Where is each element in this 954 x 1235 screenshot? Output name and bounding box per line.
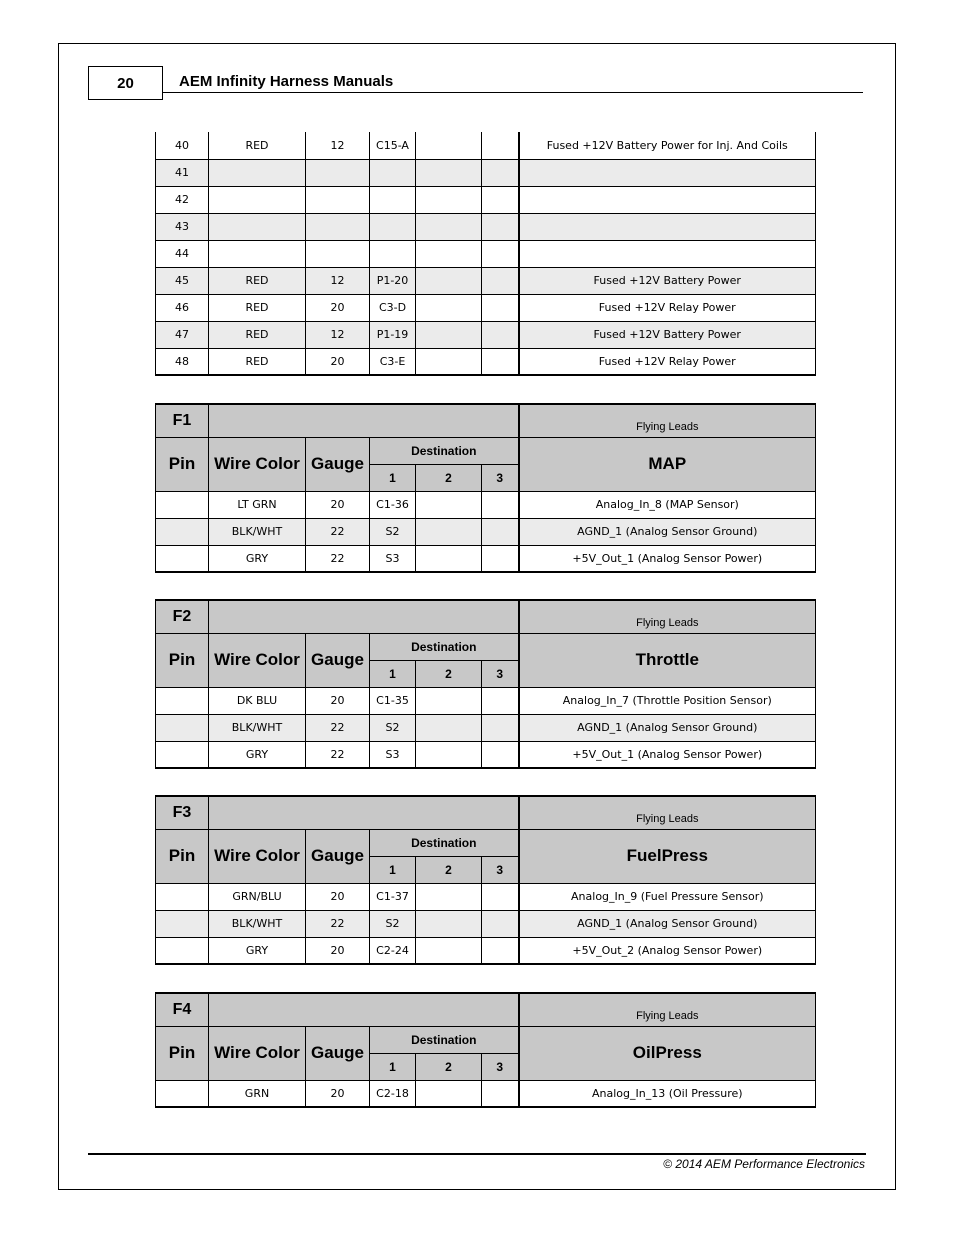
destination-1-cell: C1-37 bbox=[370, 883, 416, 910]
pin-cell bbox=[156, 518, 209, 545]
gauge-cell: 20 bbox=[306, 491, 370, 518]
destination-2-cell bbox=[416, 910, 482, 937]
destination-2-header: 2 bbox=[416, 464, 482, 491]
destination-3-cell bbox=[482, 294, 519, 321]
destination-3-cell bbox=[482, 267, 519, 294]
destination-3-header: 3 bbox=[482, 1053, 519, 1080]
description-cell: +5V_Out_1 (Analog Sensor Power) bbox=[519, 545, 816, 572]
footer-rule bbox=[88, 1153, 866, 1155]
pin-cell: 46 bbox=[156, 294, 209, 321]
destination-1-cell: S2 bbox=[370, 910, 416, 937]
wire-color-cell: RED bbox=[209, 348, 306, 375]
destination-1-cell: S2 bbox=[370, 714, 416, 741]
destination-2-cell bbox=[416, 518, 482, 545]
destination-2-cell bbox=[416, 186, 482, 213]
destination-2-cell bbox=[416, 267, 482, 294]
table-row bbox=[156, 883, 816, 910]
table-row bbox=[156, 321, 816, 348]
wire-color-cell: GRY bbox=[209, 937, 306, 964]
connector-name: Throttle bbox=[519, 633, 816, 687]
description-cell: +5V_Out_1 (Analog Sensor Power) bbox=[519, 741, 816, 768]
table-row bbox=[156, 267, 816, 294]
pin-cell: 44 bbox=[156, 240, 209, 267]
wire-color-cell: GRY bbox=[209, 545, 306, 572]
destination-2-header: 2 bbox=[416, 660, 482, 687]
wire-color-cell: GRN/BLU bbox=[209, 883, 306, 910]
gauge-header: Gauge bbox=[306, 829, 370, 883]
destination-1-cell: C1-36 bbox=[370, 491, 416, 518]
wire-color-cell bbox=[209, 186, 306, 213]
connector-type: Flying Leads bbox=[519, 600, 816, 633]
destination-1-header: 1 bbox=[370, 660, 416, 687]
connector-tag: F2 bbox=[156, 600, 209, 633]
wire-color-cell bbox=[209, 240, 306, 267]
description-cell: +5V_Out_2 (Analog Sensor Power) bbox=[519, 937, 816, 964]
destination-1-header: 1 bbox=[370, 464, 416, 491]
pin-header: Pin bbox=[156, 829, 209, 883]
destination-3-cell bbox=[482, 1080, 519, 1107]
wire-color-header: Wire Color bbox=[209, 633, 306, 687]
pin-cell: 45 bbox=[156, 267, 209, 294]
table-row bbox=[156, 159, 816, 186]
wire-color-cell: GRY bbox=[209, 741, 306, 768]
description-cell: Fused +12V Battery Power bbox=[519, 267, 816, 294]
gauge-cell: 22 bbox=[306, 741, 370, 768]
wire-color-cell: RED bbox=[209, 294, 306, 321]
description-cell bbox=[519, 159, 816, 186]
destination-3-cell bbox=[482, 132, 519, 159]
destination-3-cell bbox=[482, 348, 519, 375]
description-cell: Fused +12V Battery Power bbox=[519, 321, 816, 348]
wire-color-cell bbox=[209, 213, 306, 240]
wire-color-cell: LT GRN bbox=[209, 491, 306, 518]
description-cell: Analog_In_13 (Oil Pressure) bbox=[519, 1080, 816, 1107]
destination-3-cell bbox=[482, 491, 519, 518]
destination-3-cell bbox=[482, 159, 519, 186]
destination-2-cell bbox=[416, 132, 482, 159]
destination-2-cell bbox=[416, 937, 482, 964]
destination-3-cell bbox=[482, 321, 519, 348]
connector-type: Flying Leads bbox=[519, 993, 816, 1026]
gauge-cell: 22 bbox=[306, 545, 370, 572]
destination-3-cell bbox=[482, 883, 519, 910]
destination-3-cell bbox=[482, 741, 519, 768]
wire-color-cell: RED bbox=[209, 321, 306, 348]
gauge-cell: 20 bbox=[306, 1080, 370, 1107]
table-row bbox=[156, 491, 816, 518]
destination-header: Destination bbox=[370, 829, 519, 856]
wire-color-cell: DK BLU bbox=[209, 687, 306, 714]
table-row bbox=[156, 294, 816, 321]
destination-1-cell: P1-19 bbox=[370, 321, 416, 348]
pin-cell: 41 bbox=[156, 159, 209, 186]
gauge-cell bbox=[306, 213, 370, 240]
destination-1-cell bbox=[370, 213, 416, 240]
wire-color-header: Wire Color bbox=[209, 1026, 306, 1080]
table-row bbox=[156, 213, 816, 240]
table-row bbox=[156, 545, 816, 572]
table-row bbox=[156, 687, 816, 714]
connector-title-row bbox=[156, 796, 816, 829]
connector-table-f3 bbox=[155, 795, 816, 965]
destination-1-cell: P1-20 bbox=[370, 267, 416, 294]
destination-3-header: 3 bbox=[482, 464, 519, 491]
gauge-header: Gauge bbox=[306, 633, 370, 687]
table-row bbox=[156, 937, 816, 964]
destination-3-cell bbox=[482, 213, 519, 240]
gauge-cell bbox=[306, 159, 370, 186]
destination-3-cell bbox=[482, 910, 519, 937]
connector-title-row bbox=[156, 993, 816, 1026]
table-row bbox=[156, 741, 816, 768]
wire-color-cell: RED bbox=[209, 132, 306, 159]
connector-title-row bbox=[156, 404, 816, 437]
connector-name: FuelPress bbox=[519, 829, 816, 883]
table-row bbox=[156, 132, 816, 159]
destination-2-cell bbox=[416, 1080, 482, 1107]
destination-1-header: 1 bbox=[370, 856, 416, 883]
destination-1-cell bbox=[370, 186, 416, 213]
continued-pin-table bbox=[155, 132, 816, 376]
destination-3-cell bbox=[482, 937, 519, 964]
pin-cell: 48 bbox=[156, 348, 209, 375]
destination-3-header: 3 bbox=[482, 856, 519, 883]
gauge-cell: 20 bbox=[306, 937, 370, 964]
pin-header: Pin bbox=[156, 437, 209, 491]
gauge-cell: 22 bbox=[306, 518, 370, 545]
pin-cell bbox=[156, 491, 209, 518]
connector-tag: F4 bbox=[156, 993, 209, 1026]
wire-color-cell: RED bbox=[209, 267, 306, 294]
header-filler bbox=[209, 993, 519, 1026]
destination-3-cell bbox=[482, 518, 519, 545]
description-cell: AGND_1 (Analog Sensor Ground) bbox=[519, 714, 816, 741]
table-row bbox=[156, 518, 816, 545]
column-header-row bbox=[156, 1026, 816, 1053]
description-cell: AGND_1 (Analog Sensor Ground) bbox=[519, 910, 816, 937]
destination-2-cell bbox=[416, 714, 482, 741]
destination-2-cell bbox=[416, 687, 482, 714]
destination-2-header: 2 bbox=[416, 1053, 482, 1080]
gauge-cell bbox=[306, 186, 370, 213]
column-header-row bbox=[156, 437, 816, 464]
destination-2-cell bbox=[416, 545, 482, 572]
destination-3-cell bbox=[482, 545, 519, 572]
destination-3-cell bbox=[482, 186, 519, 213]
gauge-cell: 12 bbox=[306, 267, 370, 294]
pin-header: Pin bbox=[156, 633, 209, 687]
destination-1-cell: S2 bbox=[370, 518, 416, 545]
copyright: © 2014 AEM Performance Electronics bbox=[663, 1157, 865, 1171]
table-row bbox=[156, 910, 816, 937]
destination-3-cell bbox=[482, 714, 519, 741]
destination-3-cell bbox=[482, 240, 519, 267]
description-cell: Fused +12V Relay Power bbox=[519, 348, 816, 375]
connector-tag: F1 bbox=[156, 404, 209, 437]
connector-table-f4 bbox=[155, 992, 816, 1108]
gauge-cell: 20 bbox=[306, 348, 370, 375]
connector-name: OilPress bbox=[519, 1026, 816, 1080]
destination-1-cell: C2-18 bbox=[370, 1080, 416, 1107]
description-cell bbox=[519, 186, 816, 213]
document-title: AEM Infinity Harness Manuals bbox=[179, 73, 394, 90]
destination-1-cell: S3 bbox=[370, 545, 416, 572]
description-cell: Fused +12V Battery Power for Inj. And Coils bbox=[519, 132, 816, 159]
wire-color-header: Wire Color bbox=[209, 829, 306, 883]
pin-cell: 47 bbox=[156, 321, 209, 348]
page-number: 20 bbox=[88, 66, 163, 100]
gauge-cell: 20 bbox=[306, 687, 370, 714]
wire-color-cell: BLK/WHT bbox=[209, 910, 306, 937]
wire-color-cell: BLK/WHT bbox=[209, 518, 306, 545]
connector-name: MAP bbox=[519, 437, 816, 491]
gauge-cell bbox=[306, 240, 370, 267]
description-cell bbox=[519, 240, 816, 267]
gauge-header: Gauge bbox=[306, 1026, 370, 1080]
destination-3-cell bbox=[482, 687, 519, 714]
destination-1-cell: C1-35 bbox=[370, 687, 416, 714]
table-row bbox=[156, 1080, 816, 1107]
destination-2-cell bbox=[416, 741, 482, 768]
table-row bbox=[156, 240, 816, 267]
destination-2-header: 2 bbox=[416, 856, 482, 883]
description-cell: AGND_1 (Analog Sensor Ground) bbox=[519, 518, 816, 545]
wire-color-header: Wire Color bbox=[209, 437, 306, 491]
destination-1-cell: C3-D bbox=[370, 294, 416, 321]
header-filler bbox=[209, 404, 519, 437]
wire-color-cell: BLK/WHT bbox=[209, 714, 306, 741]
destination-2-cell bbox=[416, 321, 482, 348]
destination-header: Destination bbox=[370, 437, 519, 464]
pin-cell: 43 bbox=[156, 213, 209, 240]
description-cell: Analog_In_7 (Throttle Position Sensor) bbox=[519, 687, 816, 714]
pin-cell bbox=[156, 883, 209, 910]
destination-1-cell: C3-E bbox=[370, 348, 416, 375]
destination-2-cell bbox=[416, 491, 482, 518]
pin-cell bbox=[156, 1080, 209, 1107]
gauge-cell: 12 bbox=[306, 132, 370, 159]
column-header-row bbox=[156, 829, 816, 856]
destination-1-cell bbox=[370, 240, 416, 267]
destination-2-cell bbox=[416, 213, 482, 240]
destination-1-header: 1 bbox=[370, 1053, 416, 1080]
header-filler bbox=[209, 600, 519, 633]
pin-cell bbox=[156, 714, 209, 741]
connector-table-f2 bbox=[155, 599, 816, 769]
connector-table-f1 bbox=[155, 403, 816, 573]
table-row bbox=[156, 714, 816, 741]
pin-cell bbox=[156, 937, 209, 964]
destination-2-cell bbox=[416, 159, 482, 186]
destination-1-cell: S3 bbox=[370, 741, 416, 768]
pin-cell bbox=[156, 910, 209, 937]
gauge-header: Gauge bbox=[306, 437, 370, 491]
gauge-cell: 20 bbox=[306, 883, 370, 910]
destination-2-cell bbox=[416, 294, 482, 321]
destination-2-cell bbox=[416, 348, 482, 375]
table-row bbox=[156, 186, 816, 213]
pin-cell bbox=[156, 687, 209, 714]
column-header-row bbox=[156, 633, 816, 660]
description-cell: Analog_In_9 (Fuel Pressure Sensor) bbox=[519, 883, 816, 910]
destination-header: Destination bbox=[370, 633, 519, 660]
destination-1-cell bbox=[370, 159, 416, 186]
table-row bbox=[156, 348, 816, 375]
pin-cell: 40 bbox=[156, 132, 209, 159]
connector-title-row bbox=[156, 600, 816, 633]
wire-color-cell bbox=[209, 159, 306, 186]
destination-2-cell bbox=[416, 240, 482, 267]
pin-cell bbox=[156, 741, 209, 768]
pin-cell: 42 bbox=[156, 186, 209, 213]
destination-2-cell bbox=[416, 883, 482, 910]
gauge-cell: 22 bbox=[306, 910, 370, 937]
destination-3-header: 3 bbox=[482, 660, 519, 687]
wire-color-cell: GRN bbox=[209, 1080, 306, 1107]
description-cell: Fused +12V Relay Power bbox=[519, 294, 816, 321]
destination-header: Destination bbox=[370, 1026, 519, 1053]
connector-type: Flying Leads bbox=[519, 796, 816, 829]
description-cell: Analog_In_8 (MAP Sensor) bbox=[519, 491, 816, 518]
description-cell bbox=[519, 213, 816, 240]
pin-cell bbox=[156, 545, 209, 572]
destination-1-cell: C2-24 bbox=[370, 937, 416, 964]
pin-header: Pin bbox=[156, 1026, 209, 1080]
header-rule bbox=[163, 92, 863, 93]
connector-tag: F3 bbox=[156, 796, 209, 829]
gauge-cell: 12 bbox=[306, 321, 370, 348]
header-filler bbox=[209, 796, 519, 829]
connector-type: Flying Leads bbox=[519, 404, 816, 437]
gauge-cell: 20 bbox=[306, 294, 370, 321]
destination-1-cell: C15-A bbox=[370, 132, 416, 159]
gauge-cell: 22 bbox=[306, 714, 370, 741]
